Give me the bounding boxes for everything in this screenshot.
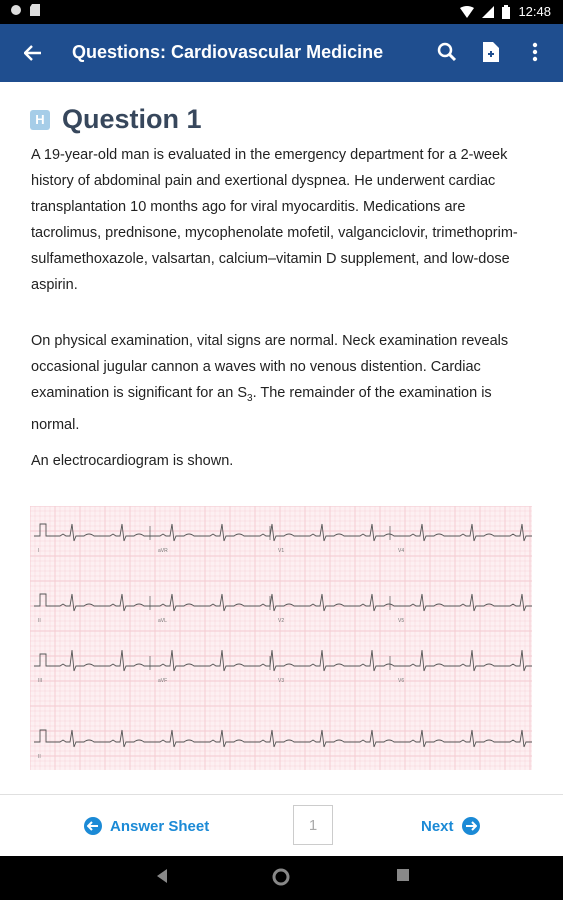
back-arrow-icon[interactable] [18, 38, 48, 68]
electrocardiogram-image [30, 506, 532, 770]
nav-back-icon[interactable] [155, 868, 169, 889]
right-arrow-icon [462, 817, 480, 835]
ecg-lead-label: V5 [398, 618, 405, 624]
question-type-badge: H [30, 110, 50, 130]
battery-icon [502, 5, 510, 19]
search-icon[interactable] [433, 38, 461, 66]
more-vert-icon[interactable] [521, 38, 549, 66]
status-time: 12:48 [518, 4, 551, 19]
left-arrow-icon [84, 817, 102, 835]
question-content [0, 82, 563, 794]
question-title: Question 1 [62, 104, 202, 134]
nav-home-icon[interactable] [272, 868, 290, 891]
android-navigation-bar [0, 856, 563, 900]
next-label: Next [421, 817, 454, 835]
answer-sheet-button[interactable] [84, 817, 209, 835]
question-paragraph-1: A 19-year-old man is evaluated in the emergency department for a 2-week history of abdominal pain and exertional dyspnea. He underwent cardiac transplantation 10 months ago for viral myocarditis. Medications are tacrolimus, prednisone, mycophenolate mofetil, valganciclovir, trimethoprim-sulfamethoxazole, valsartan, calcium–vitamin D supplement, and low-dose aspirin. [31, 147, 518, 293]
ecg-lead-label: aVF [158, 678, 168, 684]
ecg-lead-label: III [38, 678, 43, 684]
ecg-lead-label: V1 [278, 548, 285, 554]
ecg-lead-label: II [38, 618, 41, 624]
ecg-lead-label: V6 [398, 678, 405, 684]
nav-recents-icon[interactable] [396, 868, 410, 887]
paragraph-2-text-end: . The remainder of the examination is normal. [31, 385, 492, 433]
ecg-lead-label: V2 [278, 618, 285, 624]
ecg-lead-label: II [38, 754, 41, 760]
circle-notification-icon [10, 4, 22, 16]
question-paragraph-3: An electrocardiogram is shown. [31, 453, 234, 469]
app-bar-title: Questions: Cardiovascular Medicine [72, 42, 384, 62]
ecg-lead-label: aVL [158, 618, 167, 624]
wifi-icon [460, 6, 474, 18]
page-number-field[interactable]: 1 [293, 805, 333, 845]
bottom-navigation-bar [0, 794, 563, 857]
sd-card-icon [30, 4, 40, 16]
answer-sheet-label: Answer Sheet [110, 817, 210, 835]
question-header [30, 104, 202, 135]
ecg-lead-label: aVR [158, 548, 168, 554]
next-button[interactable] [421, 817, 480, 835]
paragraph-2-subscript: 3 [247, 392, 253, 404]
app-bar [0, 24, 563, 82]
ecg-lead-label: V3 [278, 678, 285, 684]
ecg-lead-label: I [38, 548, 40, 554]
ecg-lead-label: V4 [398, 548, 405, 554]
question-paragraph-2 [31, 328, 531, 438]
signal-icon [482, 6, 494, 18]
add-note-icon[interactable] [477, 38, 505, 66]
status-bar [0, 0, 563, 24]
paragraph-2-text: On physical examination, vital signs are normal. Neck examination reveals occasional jugular cannon a waves with no venous distention. Cardiac examination is significant for an S [31, 333, 509, 401]
